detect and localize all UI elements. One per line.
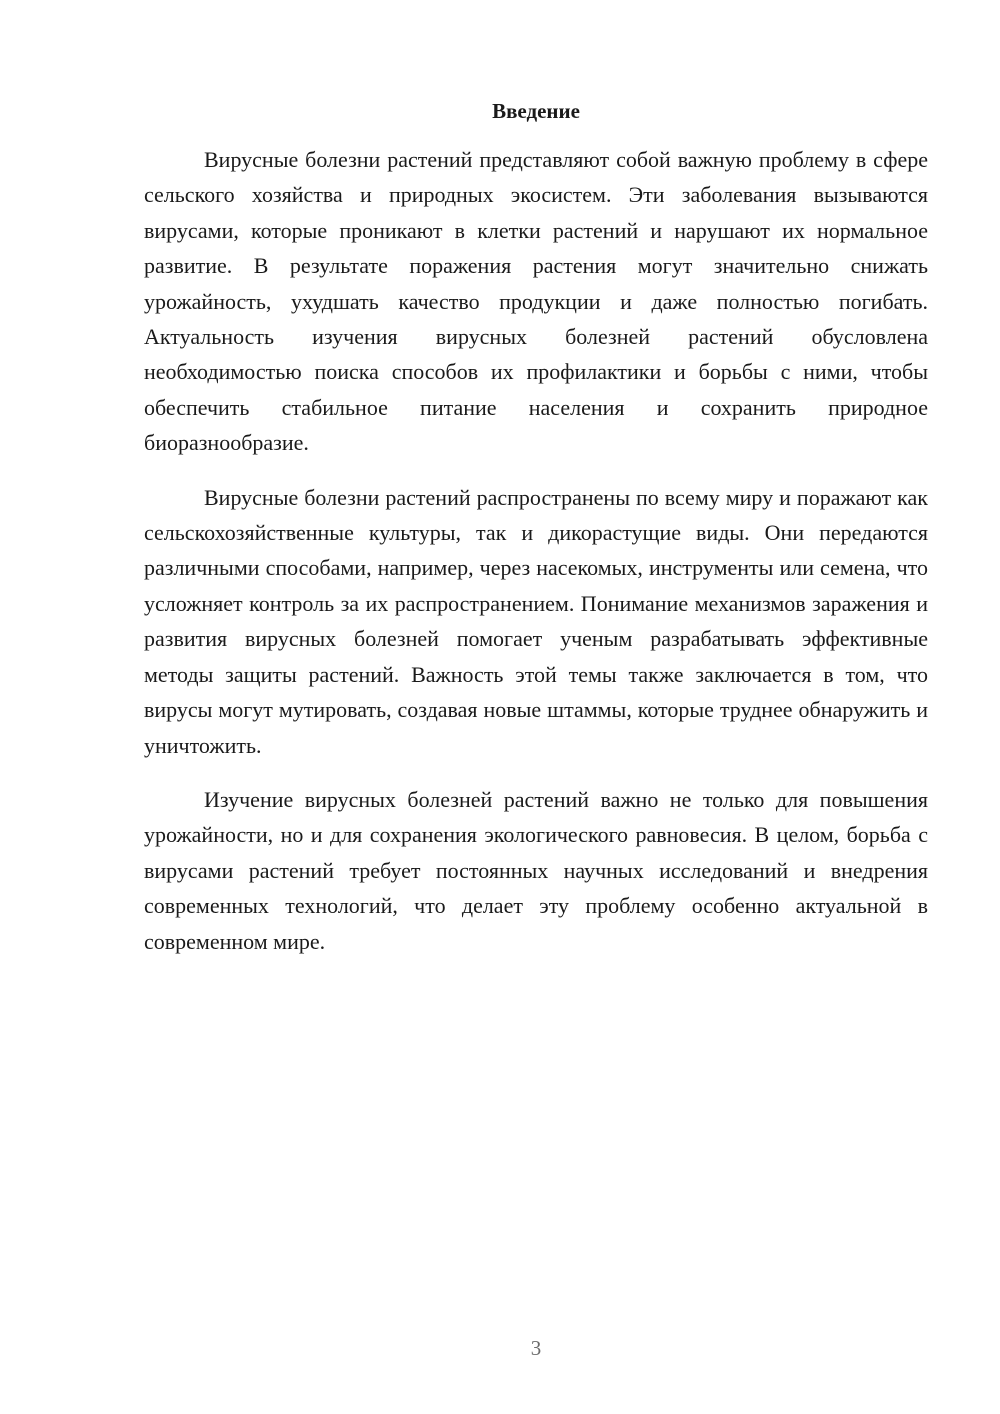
section-heading: Введение [492, 99, 580, 123]
paragraph-2: Вирусные болезни растений распространены по всему миру и поражают как сельскохозяйственные культуры, так и дикорастущие виды. Они передаются различными способами, например, через насекомых, инструменты или семена, что усложняет контроль за их распространением. Понимание механизмов заражения и развития вирусных болезней помогает ученым разрабатывать эффективные методы защиты растений. Важность этой темы также заключается в том, что вирусы могут мутировать, создавая новые штаммы, которые труднее обнаружить и уничтожить. [144, 484, 928, 758]
paragraph-1: Вирусные болезни растений представляют собой важную проблему в сфере сельского хозяйства и природных экосистем. Эти заболевания вызываются вирусами, которые проникают в клетки растений и нарушают их нормальное развитие. В результате поражения растения могут значительно снижать урожайность, ухудшать качество продукции и даже полностью погибать. Актуальность изучения вирусных болезней растений обусловлена необходимостью поиска способов их профилактики и борьбы с ними, чтобы обеспечить стабильное питание населения и сохранить природное биоразнообразие. [144, 147, 928, 456]
body-text [144, 142, 928, 978]
paragraph-3: Изучение вирусных болезней растений важно не только для повышения урожайности, но и для сохранения экологического равновесия. В целом, борьба с вирусами растений требует постоянных научных исследований и внедрения современных технологий, что делает эту проблему особенно актуальной в современном мире. [144, 786, 928, 954]
page-number: 3 [530, 1336, 542, 1360]
